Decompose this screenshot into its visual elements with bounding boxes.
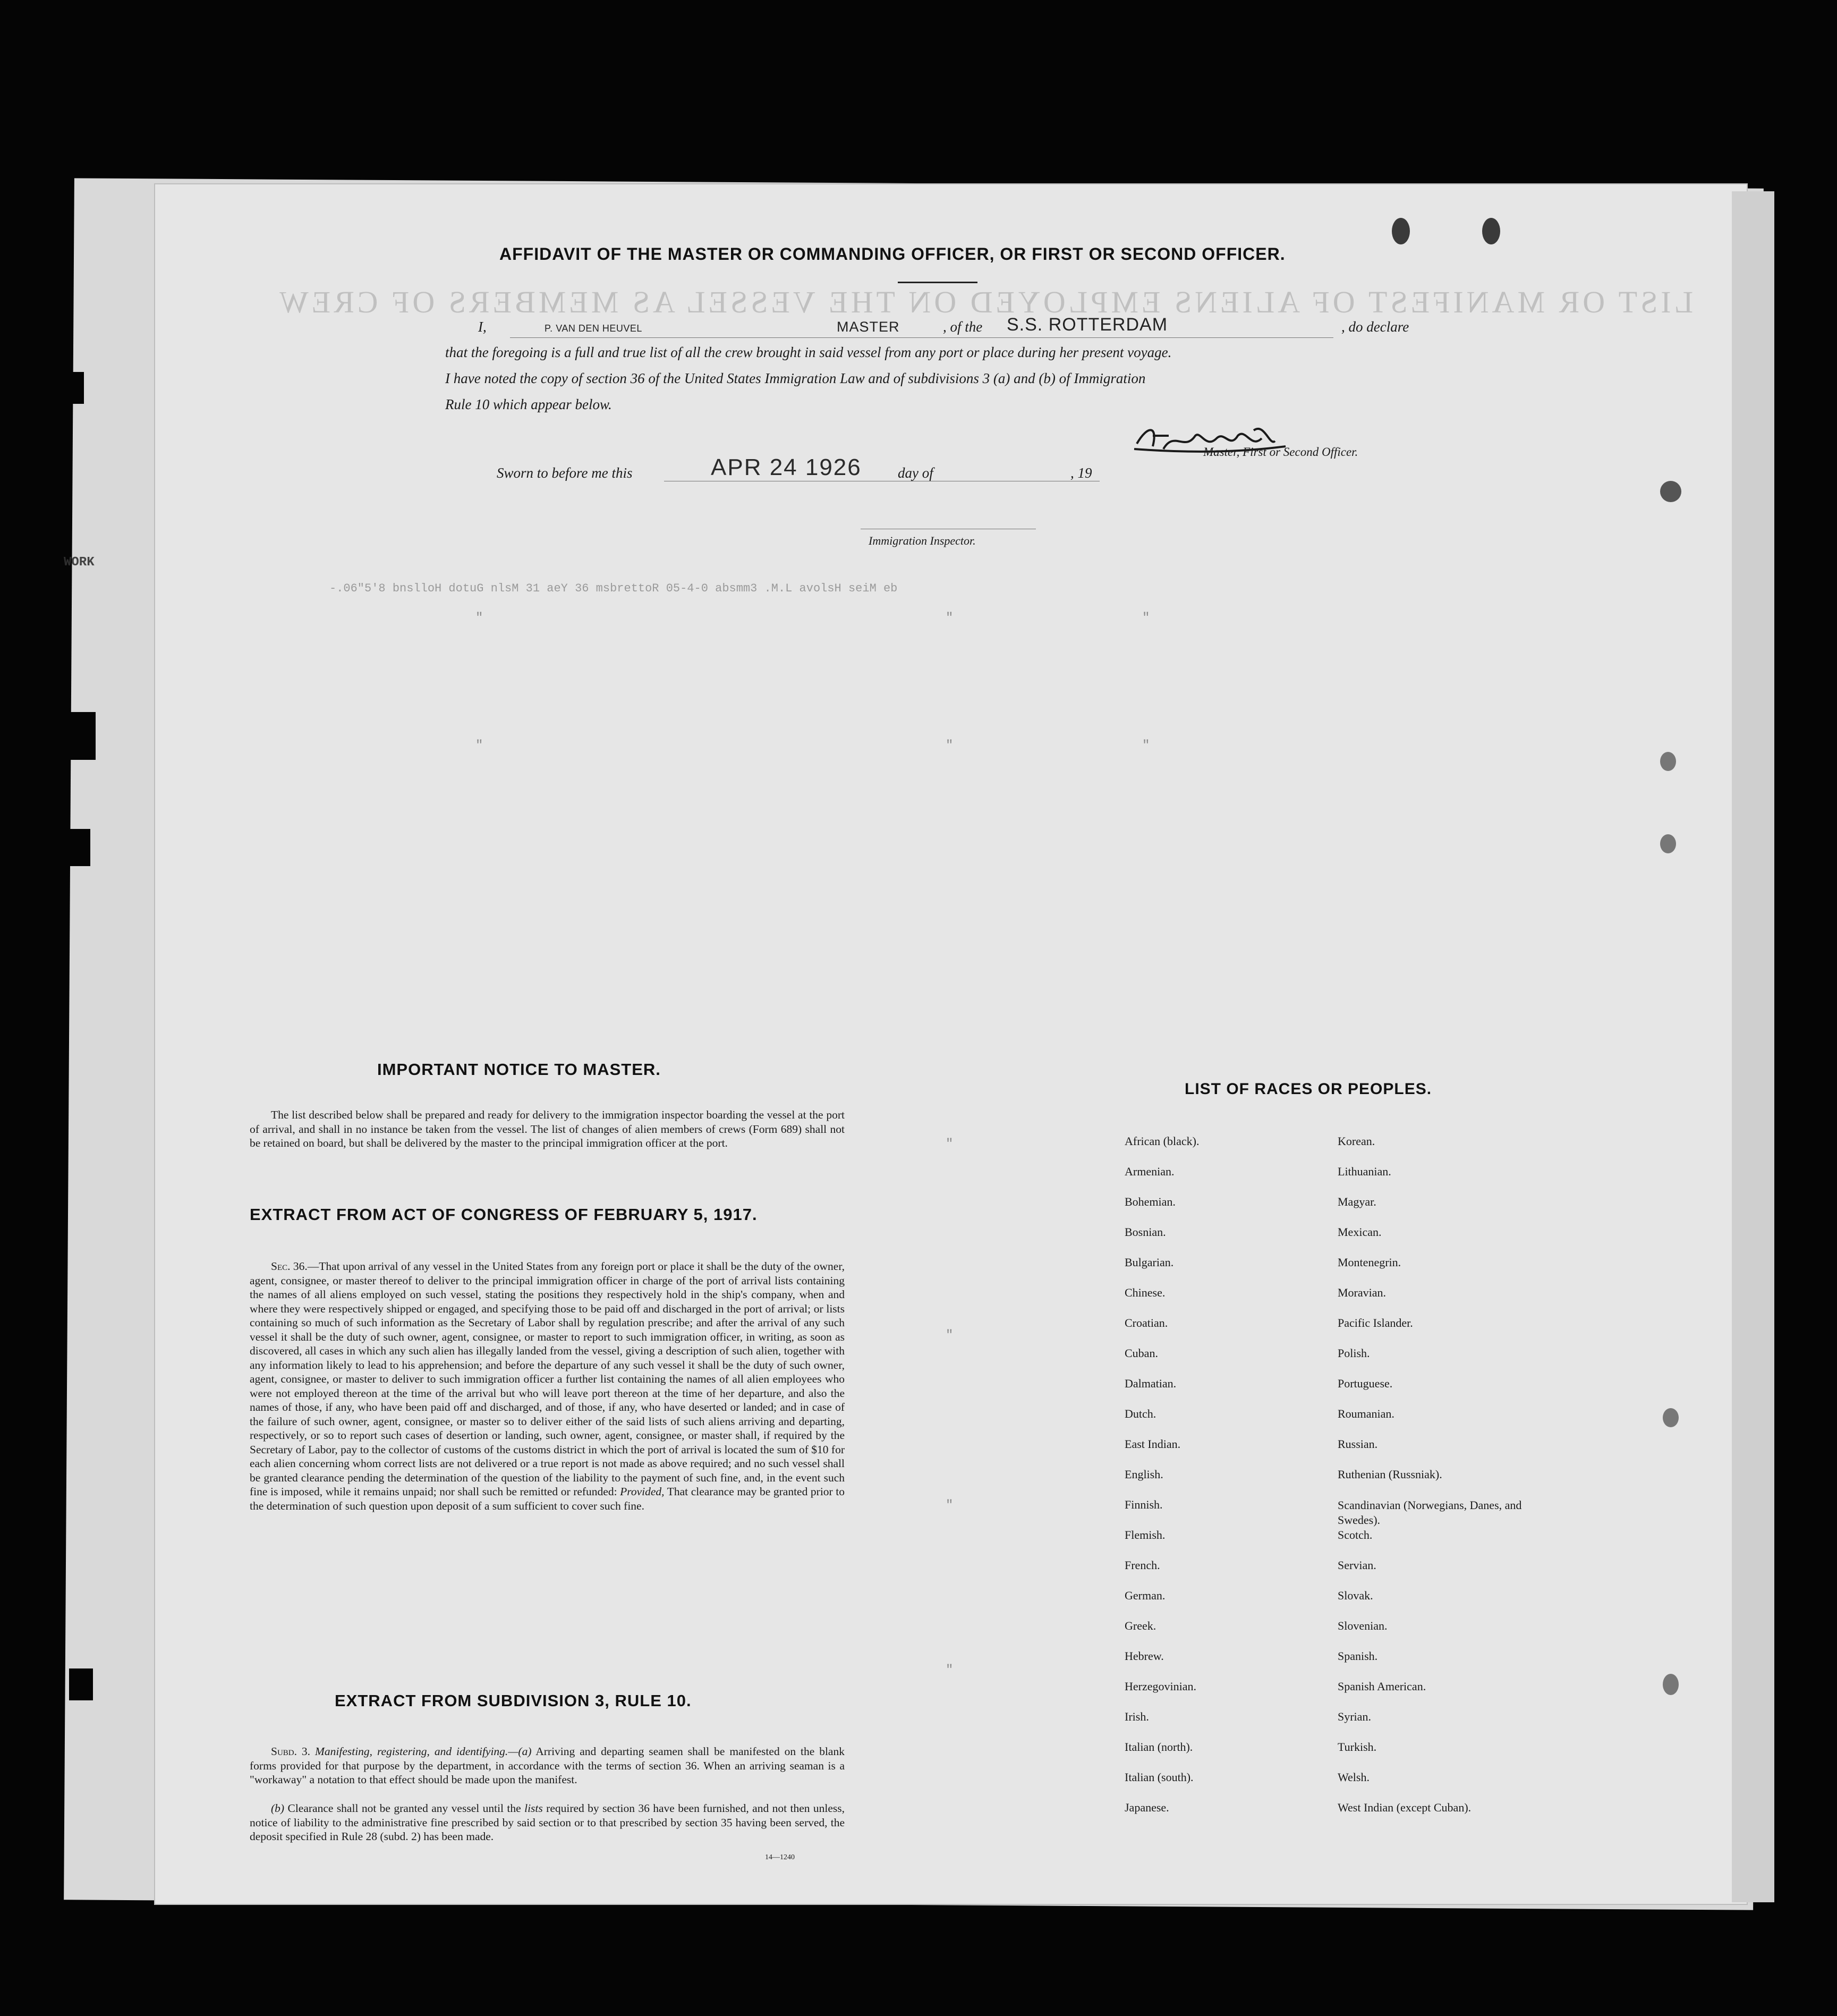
extract-rule-b [250,1801,845,1844]
race-right: Spanish American. [1338,1680,1426,1693]
extract-rule-title: EXTRACT FROM SUBDIVISION 3, RULE 10. [335,1691,692,1710]
section-text-end: That clearance may be granted prior to the determination of such question upon deposit of a sum sufficient to cover such fine. [250,1485,845,1512]
race-left: Herzegovinian. [1125,1680,1196,1693]
race-left: Irish. [1125,1710,1149,1723]
race-right: Magyar. [1338,1195,1376,1208]
race-left: Italian (north). [1125,1740,1193,1754]
race-left: Bulgarian. [1125,1256,1174,1269]
race-right: Slovenian. [1338,1619,1388,1632]
master-name: P. VAN DEN HEUVEL [545,323,642,334]
race-right: Russian. [1338,1437,1378,1451]
affidavit-i: I, [478,319,487,335]
race-left: Flemish. [1125,1528,1166,1541]
form-number: 14—1240 [765,1853,795,1861]
race-left: Cuban. [1125,1346,1158,1360]
race-right: Korean. [1338,1134,1375,1148]
race-right: Montenegrin. [1338,1256,1401,1269]
sworn-prefix: Sworn to before me this [497,465,633,481]
race-left: French. [1125,1558,1160,1572]
punch-hole [1482,218,1500,244]
race-right: Moravian. [1338,1286,1387,1299]
race-right: Portuguese. [1338,1377,1393,1390]
extract-rule-a [250,1744,845,1787]
subd-a-body: Arriving and departing seamen shall be manifested on the blank forms provided for that purpose by the department, in accordance with the terms of section 36. When an arriving seaman is a "workaway" a notation to that effect should be made upon the manifest. [250,1745,845,1786]
punch-hole [1660,752,1676,771]
subd-b-body-1: Clearance shall not be granted any vessel until the [287,1802,521,1815]
race-right: Syrian. [1338,1710,1371,1723]
day-of: day of [898,465,933,481]
section-text: —That upon arrival of any vessel in the United States from any foreign port or place it shall be the duty of the owner, agent, consignee, or master thereof to deliver to the principal immigration officer in charge of the port of arrival lists containing the names of all aliens employed on such vessel, stating the positions they respectively hold in the ship's company, when and where they were respectively shipped or engaged, and specifying those to be paid off and discharged in the port of arrival; or lists containing so much of such information as the Secretary of Labor shall by regulation prescribe; and after the arrival of any such vessel it shall be the duty of such owner, agent, consignee, or master to report to such immigration officer, in writing, as soon as discovered, all cases in which any such alien has illegally landed from the vessel, giving a description of such alien, together with any information likely to lead to his apprehension; and before the departure of any such vessel it shall be the duty of such owner, agent, consignee, or master to deliver to such immigration officer a further list containing the names of all alien employees who were not employed thereon at the time of the arrival but who will leave port thereon at the time of her departure, and also the names of those, if any, who have been paid off and discharged, and of those, if any, who have deserted or landed; and in case of the failure of such owner, agent, consignee, or master so to deliver either of the said lists of such aliens arriving and departing, respectively, or so to report such cases of desertion or landing, such owner, agent, consignee, or master shall, if required by the Secretary of Labor, pay to the collector of customs of the customs district in which the port of arrival is located the sum of $10 for each alien concerning whom correct lists are not delivered or a true report is not made as above required; and no such vessel shall be granted clearance pending the determination of the question of the liability to the payment of such fine, and, in the event such fine is imposed, while it remains unpaid; nor shall such be remitted or refunded: [250,1260,845,1498]
race-left: Dutch. [1125,1407,1156,1420]
affidavit-line4: Rule 10 which appear below. [445,396,612,412]
ditto-mark: " [946,1137,954,1151]
ditto-mark: " [946,611,954,625]
race-left: Chinese. [1125,1286,1166,1299]
bleed-through-header: LIST OR MANIFEST OF ALIENS EMPLOYED ON THE VESSEL AS MEMBERS OF CREW [276,285,1694,319]
sworn-date-stamp: APR 24 1926 [711,454,862,480]
master-rank: MASTER [837,319,900,335]
ditto-mark: " [475,611,483,625]
subd-label: Subd. 3. [271,1745,311,1758]
race-left: Japanese. [1125,1801,1169,1814]
affidavit-line2: that the foregoing is a full and true list of all the crew brought in said vessel from any port or place during her present voyage. [445,344,1172,360]
race-right: Polish. [1338,1346,1370,1360]
race-left: Italian (south). [1125,1771,1194,1784]
punch-hole [1663,1674,1679,1695]
race-right: Pacific Islander. [1338,1316,1413,1329]
torn-edge [69,372,84,404]
race-right: Spanish. [1338,1649,1378,1663]
affidavit-sheet [154,183,1748,1905]
ditto-mark: " [946,739,954,753]
subd-b-lists: lists [524,1802,543,1815]
affidavit-of-the: , of the [943,319,983,335]
race-right: West Indian (except Cuban). [1338,1801,1472,1814]
races-title: LIST OF RACES OR PEOPLES. [1185,1080,1432,1098]
notice-title: IMPORTANT NOTICE TO MASTER. [377,1060,661,1079]
punch-hole [1660,834,1676,853]
race-left: East Indian. [1125,1437,1181,1451]
race-left: English. [1125,1468,1163,1481]
ditto-mark: " [1142,611,1150,625]
race-left: German. [1125,1589,1166,1602]
ditto-mark: " [475,739,483,753]
margin-work-label: WORK [64,555,95,570]
race-left: Finnish. [1125,1498,1163,1511]
race-left: Greek. [1125,1619,1156,1632]
race-right: Mexican. [1338,1225,1382,1239]
race-left: Dalmatian. [1125,1377,1177,1390]
subd-b-body-2: required by section 36 have been furnished, and not then unless, notice of liability to the administrative fine prescribed by said section or to that prescribed by section 35 having been served, the deposit specified in Rule 28 (subd. 2) has been made. [250,1802,845,1843]
immigration-inspector: Immigration Inspector. [869,534,976,547]
race-right: Ruthenian (Russniak). [1338,1468,1442,1481]
vessel-name: S.S. ROTTERDAM [1007,315,1168,335]
race-left: Bohemian. [1125,1195,1176,1208]
section-label: Sec. 36. [271,1260,308,1273]
ditto-mark: " [1142,739,1150,753]
provided-label: Provided, [620,1485,665,1498]
punch-hole [1392,218,1410,244]
extract-act-title: EXTRACT FROM ACT OF CONGRESS OF FEBRUARY 5, 1917. [250,1205,758,1224]
race-left: Bosnian. [1125,1225,1166,1239]
race-right: Turkish. [1338,1740,1377,1754]
affidavit-title: AFFIDAVIT OF THE MASTER OR COMMANDING OFFICER, OR FIRST OR SECOND OFFICER. [499,244,1286,264]
torn-edge [69,829,90,866]
race-left: Croatian. [1125,1316,1168,1329]
extract-act-body [250,1259,845,1513]
race-right: Servian. [1338,1558,1376,1572]
affidavit-do-declare: , do declare [1341,319,1409,335]
torn-edge [69,1668,93,1700]
torn-edge [69,712,96,760]
notice-body: The list described below shall be prepared and ready for delivery to the immigration inspector boarding the vessel at the port of arrival, and shall in no instance be taken from the vessel. The list of changes of alien members of crews (Form 689) shall not be retained on board, but shall be delivered by the master to the principal immigration officer at the port. [250,1108,845,1149]
race-right: Roumanian. [1338,1407,1394,1420]
ditto-mark: " [946,1663,954,1678]
affidavit-line3: I have noted the copy of section 36 of the United States Immigration Law and of subdivisions 3 (a) and (b) of Immigration [445,370,1146,386]
subd-heading: Manifesting, registering, and identifying. [314,1745,508,1758]
race-right: Slovak. [1338,1589,1373,1602]
punch-hole [1660,481,1681,502]
race-left: African (black). [1125,1134,1200,1148]
ditto-mark: " [946,1328,954,1343]
race-right: Lithuanian. [1338,1165,1391,1178]
subd-a-label: —(a) [508,1745,532,1758]
race-left: Armenian. [1125,1165,1175,1178]
race-right: Scotch. [1338,1528,1373,1541]
signature-caption: Master, First or Second Officer. [1203,445,1358,459]
year-prefix: , 19 [1070,465,1092,481]
fill-line [510,337,1333,338]
divider [898,282,977,283]
subd-b-label: (b) [271,1802,285,1815]
ditto-mark: " [946,1498,954,1513]
sheet-right-edge [1732,191,1774,1902]
race-left: Hebrew. [1125,1649,1164,1663]
ghost-row: -.06"5'8 bnslloH dotuG nlsM 31 aeY 36 msbrettoR 05-4-0 absmm3 .M.L avolsH seiM eb [329,582,898,595]
race-right: Welsh. [1338,1771,1370,1784]
race-right: Scandinavian (Norwegians, Danes, and Swedes). [1338,1498,1522,1527]
punch-hole [1663,1408,1679,1427]
